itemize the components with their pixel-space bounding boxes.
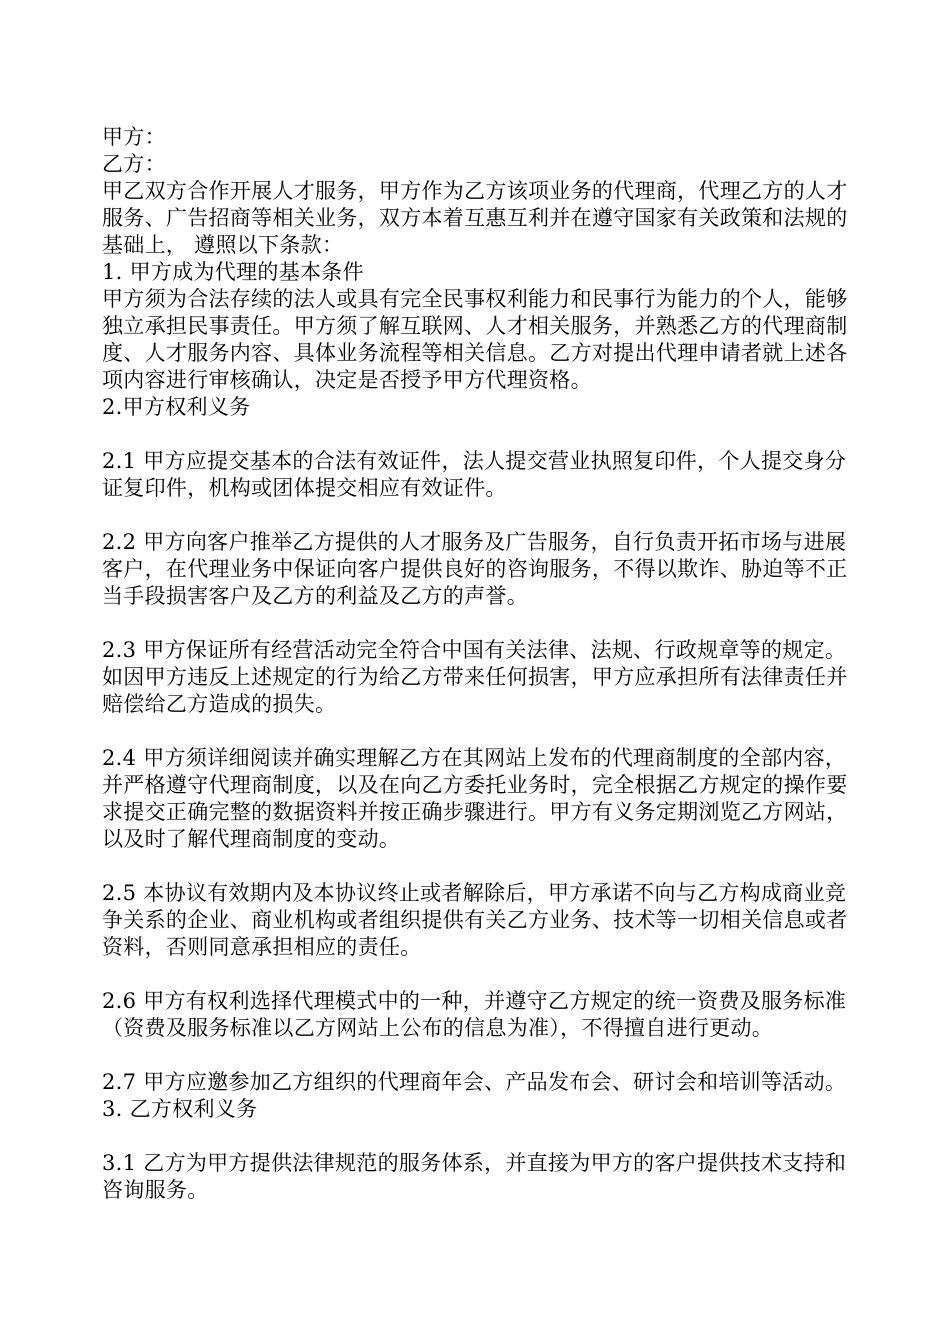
intro-paragraph: 甲乙双方合作开展人才服务，甲方作为乙方该项业务的代理商，代理乙方的人才服务、广告招商等相关业务，双方本着互惠互利并在遵守国家有关政策和法规的基础上， 遵照以下条款：	[102, 179, 848, 257]
clause-3-1: 3.1 乙方为甲方提供法律规范的服务体系，并直接为甲方的客户提供技术支持和咨询服务。	[102, 1151, 847, 1202]
paragraph-spacer	[102, 421, 860, 448]
paragraph-spacer	[102, 502, 860, 529]
paragraph-spacer	[102, 1042, 860, 1069]
clause-2-4: 2.4 甲方须详细阅读并确实理解乙方在其网站上发布的代理商制度的全部内容，并严格遵守代理商制度，以及在向乙方委托业务时，完全根据乙方规定的操作要求提交正确完整的数据资料并按正确步骤进行。甲方有义务定期浏览乙方网站，以及时了解代理商制度的变动。	[102, 746, 848, 851]
paragraph-spacer	[102, 718, 860, 745]
paragraph-spacer	[102, 1123, 860, 1150]
section-3-title: 3. 乙方权利义务	[102, 1097, 258, 1121]
party-b-label: 乙方：	[102, 152, 166, 176]
paragraph-spacer	[102, 610, 860, 637]
paragraph-spacer	[102, 853, 860, 880]
clause-2-6: 2.6 甲方有权利选择代理模式中的一种，并遵守乙方规定的统一资费及服务标准（资费及服务标准以乙方网站上公布的信息为准），不得擅自进行更动。	[102, 989, 847, 1040]
section-2-title: 2.甲方权利义务	[102, 395, 251, 419]
party-a-label: 甲方：	[102, 125, 166, 149]
section-1-title: 1. 甲方成为代理的基本条件	[102, 260, 364, 284]
clause-2-7: 2.7 甲方应邀参加乙方组织的代理商年会、产品发布会、研讨会和培训等活动。	[102, 1070, 847, 1094]
clause-2-2: 2.2 甲方向客户推举乙方提供的人才服务及广告服务，自行负责开拓市场与进展客户，在代理业务中保证向客户提供良好的咨询服务，不得以欺诈、胁迫等不正当手段损害客户及乙方的利益及乙方的声誉。	[102, 530, 848, 608]
clause-2-1: 2.1 甲方应提交基本的合法有效证件，法人提交营业执照复印件，个人提交身分证复印件，机构或团体提交相应有效证件。	[102, 449, 847, 500]
paragraph-spacer	[102, 961, 860, 988]
clause-2-3: 2.3 甲方保证所有经营活动完全符合中国有关法律、法规、行政规章等的规定。如因甲方违反上述规定的行为给乙方带来任何损害，甲方应承担所有法律责任并赔偿给乙方造成的损失。	[102, 638, 848, 716]
clause-2-5: 2.5 本协议有效期内及本协议终止或者解除后，甲方承诺不向与乙方构成商业竞争关系的企业、商业机构或者组织提供有关乙方业务、技术等一切相关信息或者资料，否则同意承担相应的责任。	[102, 881, 848, 959]
section-1-body: 甲方须为合法存续的法人或具有完全民事权利能力和民事行为能力的个人，能够独立承担民事责任。甲方须了解互联网、人才相关服务，并熟悉乙方的代理商制度、人才服务内容、具体业务流程等相关信息。乙方对提出代理申请者就上述各项内容进行审核确认，决定是否授予甲方代理资格。	[102, 287, 848, 392]
